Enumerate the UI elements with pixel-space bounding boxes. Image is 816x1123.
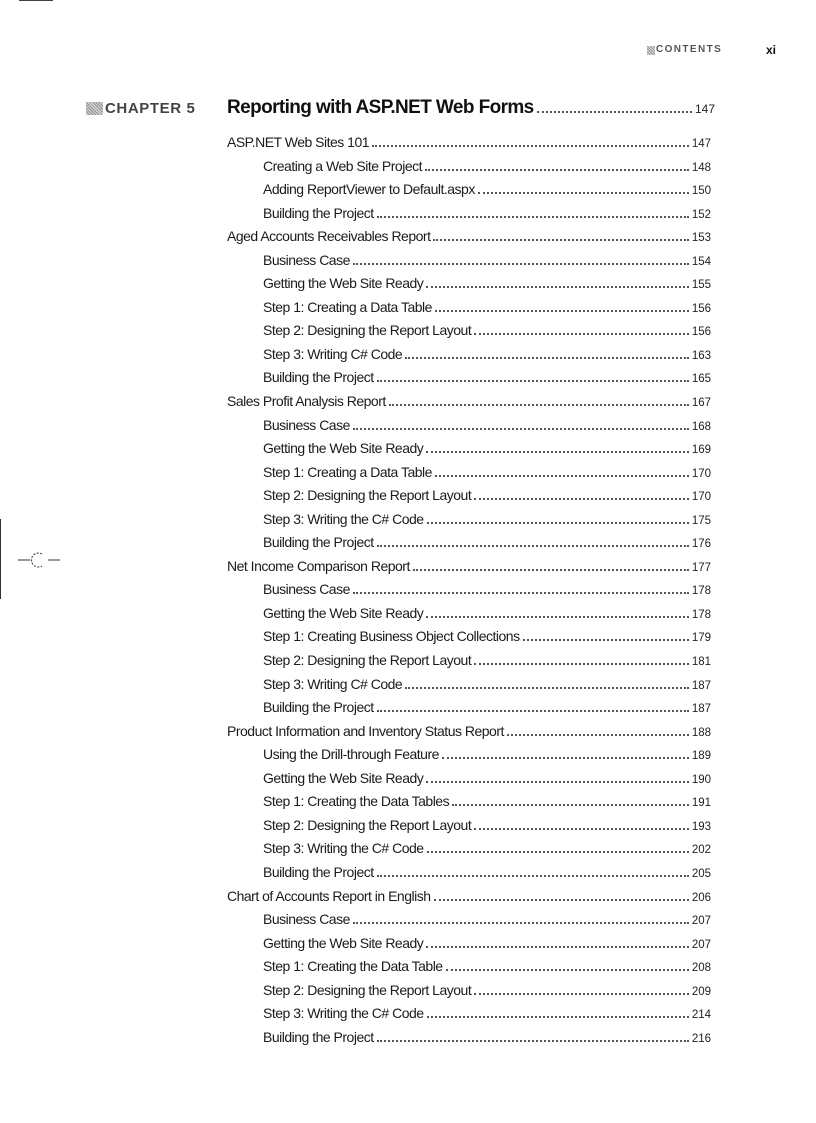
toc-entry-title: Building the Project	[263, 204, 374, 221]
toc-entry	[227, 393, 711, 417]
dot-leader	[353, 428, 689, 430]
chapter-label: CHAPTER 5	[105, 100, 196, 117]
toc-entry-title: Getting the Web Site Ready	[263, 440, 424, 457]
toc-entry-title: Business Case	[263, 416, 350, 433]
toc-subentry	[227, 699, 711, 723]
toc-subentry	[227, 511, 711, 535]
toc-entry-page-number: 191	[691, 797, 711, 810]
dot-leader	[377, 1040, 689, 1042]
toc-entry-title: Step 3: Writing C# Code	[263, 675, 403, 692]
dot-leader	[474, 498, 689, 500]
toc-entry-title: Using the Drill-through Feature	[263, 746, 439, 763]
chapter-block-icon	[86, 102, 103, 115]
toc-entry-page-number: 152	[691, 208, 711, 221]
dot-leader	[474, 993, 689, 995]
toc-entry-page-number: 181	[691, 656, 711, 669]
toc-subentry	[227, 958, 711, 982]
toc-entry	[227, 558, 711, 582]
toc-entry-title: Step 1: Creating Business Object Collections	[263, 628, 520, 645]
toc-entry-title: Aged Accounts Receivables Report	[227, 228, 431, 245]
toc-entry-title: Building the Project	[263, 863, 374, 880]
dot-leader	[435, 310, 689, 312]
toc-entry-page-number: 187	[691, 679, 711, 692]
toc-subentry	[227, 982, 711, 1006]
dot-leader	[433, 239, 688, 241]
dot-leader	[426, 451, 689, 453]
dot-leader	[377, 216, 689, 218]
toc-entry-title: Step 2: Designing the Report Layout	[263, 652, 472, 669]
toc-subentry	[227, 252, 711, 276]
toc-entry-title: Building the Project	[263, 534, 374, 551]
toc-entry-page-number: 156	[691, 326, 711, 339]
chapter-heading	[86, 97, 716, 121]
toc-entry-title: Step 1: Creating a Data Table	[263, 298, 432, 315]
toc-entry-title: Building the Project	[263, 1028, 374, 1045]
toc-entry-title: Product Information and Inventory Status Report	[227, 722, 504, 739]
dot-leader	[405, 687, 689, 689]
toc-entry-page-number: 167	[691, 397, 711, 410]
running-head-block-icon	[647, 46, 655, 55]
toc-subentry	[227, 487, 711, 511]
toc-entry-title: Adding ReportViewer to Default.aspx	[263, 181, 475, 198]
toc-entry-page-number: 154	[691, 255, 711, 268]
toc-entry-page-number: 216	[691, 1032, 711, 1045]
dot-leader	[426, 616, 689, 618]
toc-entry-title: Net Income Comparison Report	[227, 557, 410, 574]
toc-entry-title: Getting the Web Site Ready	[263, 604, 424, 621]
toc-entry	[227, 228, 711, 252]
toc-subentry	[227, 793, 711, 817]
toc-subentry	[227, 605, 711, 629]
toc-subentry	[227, 440, 711, 464]
toc-entry-title: Chart of Accounts Report in English	[227, 887, 431, 904]
toc-entry-page-number: 202	[691, 844, 711, 857]
toc-subentry	[227, 770, 711, 794]
toc-entry-title: Business Case	[263, 911, 350, 928]
toc-entry-page-number: 148	[691, 161, 711, 174]
dot-leader	[478, 192, 689, 194]
toc-entry-page-number: 170	[691, 467, 711, 480]
running-head-label: CONTENTS	[656, 44, 723, 55]
toc-subentry	[227, 935, 711, 959]
dot-leader	[413, 569, 689, 571]
dot-leader	[442, 757, 689, 759]
toc-subentry	[227, 1029, 711, 1053]
toc-entry-title: Business Case	[263, 581, 350, 598]
toc-subentry	[227, 817, 711, 841]
toc-subentry	[227, 275, 711, 299]
registration-mark-icon	[16, 545, 62, 575]
dot-leader	[353, 592, 689, 594]
dot-leader	[389, 404, 689, 406]
dot-leader	[507, 734, 689, 736]
toc-subentry	[227, 840, 711, 864]
toc-entry-page-number: 179	[691, 632, 711, 645]
toc-entry-page-number: 207	[691, 938, 711, 951]
toc-entry-title: ASP.NET Web Sites 101	[227, 134, 370, 150]
toc-entry-title: Step 2: Designing the Report Layout	[263, 981, 472, 998]
dot-leader	[427, 1016, 689, 1018]
dot-leader	[426, 286, 689, 288]
chapter-title: Reporting with ASP.NET Web Forms	[227, 97, 534, 118]
toc-entry-page-number: 150	[691, 185, 711, 198]
toc-entry-title: Step 2: Designing the Report Layout	[263, 487, 472, 504]
dot-leader	[474, 663, 689, 665]
dot-leader	[474, 333, 689, 335]
toc-entry-title: Getting the Web Site Ready	[263, 769, 424, 786]
dot-leader	[377, 710, 689, 712]
toc-entry-page-number: 178	[691, 585, 711, 598]
toc-subentry	[227, 652, 711, 676]
toc-subentry	[227, 322, 711, 346]
dot-leader	[427, 851, 689, 853]
toc-subentry	[227, 158, 711, 182]
toc-subentry	[227, 864, 711, 888]
toc-entry-page-number: 175	[691, 514, 711, 527]
toc-entry-title: Sales Profit Analysis Report	[227, 393, 386, 410]
toc-subentry	[227, 369, 711, 393]
toc-subentry	[227, 534, 711, 558]
toc-subentry	[227, 746, 711, 770]
toc-entry-page-number: 178	[691, 608, 711, 621]
dot-leader	[446, 969, 689, 971]
toc-entry-title: Step 1: Creating the Data Tables	[263, 793, 450, 810]
toc-subentry	[227, 299, 711, 323]
dot-leader	[426, 946, 689, 948]
toc-entry-page-number: 205	[691, 867, 711, 880]
toc-entry-page-number: 165	[691, 373, 711, 386]
toc-entry-title: Step 3: Writing the C# Code	[263, 840, 424, 857]
toc-entry	[227, 134, 711, 158]
toc-entry-title: Creating a Web Site Project	[263, 157, 422, 174]
toc-entry-page-number: 153	[691, 232, 711, 245]
toc-entry-title: Step 3: Writing C# Code	[263, 345, 403, 362]
toc-subentry	[227, 676, 711, 700]
toc-entry-page-number: 147	[691, 138, 711, 150]
toc-entry-page-number: 163	[691, 349, 711, 362]
dot-leader	[377, 380, 689, 382]
toc-entry-title: Step 2: Designing the Report Layout	[263, 816, 472, 833]
table-of-contents	[227, 134, 711, 1052]
running-head	[640, 43, 776, 59]
toc-entry-title: Building the Project	[263, 699, 374, 716]
toc-entry-title: Step 1: Creating a Data Table	[263, 463, 432, 480]
toc-entry-title: Step 1: Creating the Data Table	[263, 958, 443, 975]
toc-subentry	[227, 346, 711, 370]
toc-entry-title: Getting the Web Site Ready	[263, 934, 424, 951]
chapter-title-row	[227, 97, 715, 119]
toc-entry-title: Step 2: Designing the Report Layout	[263, 322, 472, 339]
toc-subentry	[227, 911, 711, 935]
toc-entry-page-number: 168	[691, 420, 711, 433]
toc-subentry	[227, 628, 711, 652]
dot-leader	[353, 263, 689, 265]
toc-entry-title: Step 3: Writing the C# Code	[263, 1005, 424, 1022]
toc-entry-page-number: 177	[691, 561, 711, 574]
toc-entry-page-number: 193	[691, 820, 711, 833]
toc-entry-page-number: 209	[691, 985, 711, 998]
toc-subentry	[227, 464, 711, 488]
toc-entry-page-number: 214	[691, 1009, 711, 1022]
running-head-page-number: xi	[765, 43, 776, 57]
toc-entry-page-number: 170	[691, 491, 711, 504]
dot-leader	[425, 169, 689, 171]
toc-subentry	[227, 417, 711, 441]
dot-leader	[377, 875, 689, 877]
toc-entry-page-number: 156	[691, 302, 711, 315]
toc-entry-page-number: 155	[691, 279, 711, 292]
toc-entry-page-number: 206	[691, 891, 711, 904]
dot-leader	[372, 145, 689, 147]
toc-entry-page-number: 187	[691, 703, 711, 716]
dot-leader	[427, 522, 689, 524]
toc-entry-page-number: 207	[691, 915, 711, 928]
dot-leader	[405, 357, 689, 359]
toc-entry-page-number: 190	[691, 773, 711, 786]
toc-subentry	[227, 1005, 711, 1029]
toc-subentry	[227, 581, 711, 605]
crop-mark-left	[0, 519, 1, 599]
toc-entry-title: Business Case	[263, 251, 350, 268]
dot-leader	[537, 111, 692, 113]
dot-leader	[353, 922, 689, 924]
chapter-page-number: 147	[694, 102, 715, 116]
crop-mark-top	[19, 0, 53, 1]
toc-entry-title: Getting the Web Site Ready	[263, 275, 424, 292]
toc-entry-page-number: 189	[691, 750, 711, 763]
dot-leader	[435, 475, 689, 477]
toc-entry	[227, 723, 711, 747]
toc-entry	[227, 888, 711, 912]
dot-leader	[377, 545, 689, 547]
toc-entry-title: Building the Project	[263, 369, 374, 386]
dot-leader	[434, 899, 689, 901]
dot-leader	[426, 781, 689, 783]
toc-subentry	[227, 205, 711, 229]
dot-leader	[523, 639, 689, 641]
toc-entry-page-number: 188	[691, 726, 711, 739]
toc-entry-page-number: 169	[691, 444, 711, 457]
dot-leader	[474, 828, 689, 830]
toc-entry-title: Step 3: Writing the C# Code	[263, 510, 424, 527]
toc-subentry	[227, 181, 711, 205]
toc-entry-page-number: 208	[691, 962, 711, 975]
dot-leader	[452, 804, 689, 806]
toc-entry-page-number: 176	[691, 538, 711, 551]
